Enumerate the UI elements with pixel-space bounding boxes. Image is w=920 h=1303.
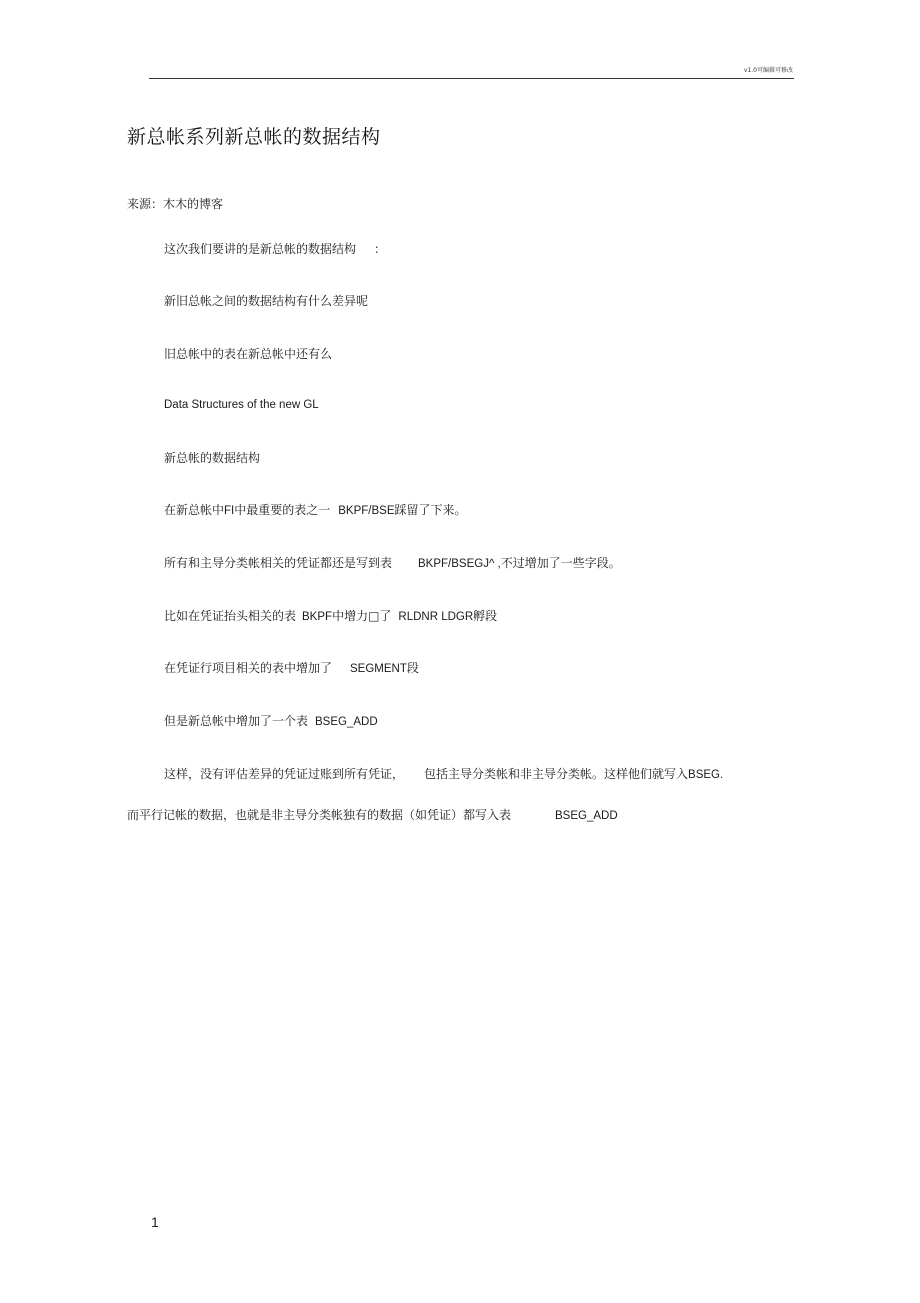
paragraph-6-part-c: 中最重要的表之一	[234, 503, 331, 517]
paragraph-5	[164, 449, 260, 466]
paragraph-6-part-d: BKPF/BSE	[338, 505, 395, 517]
paragraph-2	[164, 292, 368, 309]
paragraph-5-text: 新总帐的数据结构	[164, 451, 261, 465]
paragraph-4	[164, 397, 319, 411]
paragraph-2-text: 新旧总帐之间的数据结构有什么差异呢	[164, 294, 369, 308]
paragraph-8-part-a: 比如在凭证抬头相关的表	[164, 609, 297, 623]
paragraph-6	[164, 501, 467, 518]
header-divider	[149, 78, 794, 79]
paragraph-1-text: 这次我们要讲的是新总帐的数据结构	[164, 242, 357, 256]
paragraph-9-part-a: 在凭证行项目相关的表中增加了	[164, 661, 333, 675]
paragraph-3-text: 旧总帐中的表在新总帐中还有么	[164, 347, 333, 361]
paragraph-7	[164, 554, 621, 571]
paragraph-10-part-b: BSEG_ADD	[315, 716, 378, 728]
paragraph-7-part-b: BKPF/BSEGJ^ ,	[418, 558, 501, 570]
paragraph-7-part-c: 不过增加了一些字段。	[500, 556, 621, 570]
paragraph-8-part-e: 孵段	[473, 609, 498, 623]
paragraph-11-part-a: 这样，没有评估差异的凭证过账到所有凭证，	[164, 767, 405, 781]
paragraph-8-part-c: 中增力□了	[332, 609, 392, 623]
header-version-note: v1.0可编辑可修改	[743, 67, 793, 74]
paragraph-9-part-b: SEGMENT	[350, 663, 407, 675]
page-number: 1	[151, 1214, 159, 1230]
paragraph-6-part-a: 在新总帐中	[164, 503, 225, 517]
paragraph-1	[164, 240, 386, 257]
paragraph-12	[127, 806, 618, 823]
paragraph-1-colon: ：	[374, 242, 387, 256]
paragraph-8-part-b: BKPF	[302, 611, 333, 623]
paragraph-11-part-b: 包括主导分类帐和非主导分类帐。这样他们就写入	[424, 767, 689, 781]
document-title: 新总帐系列新总帐的数据结构	[127, 126, 381, 148]
paragraph-3	[164, 345, 332, 362]
paragraph-10-part-a: 但是新总帐中增加了一个表	[164, 714, 309, 728]
paragraph-12-part-b: BSEG_ADD	[555, 810, 618, 822]
paragraph-12-part-a: 而平行记帐的数据，也就是非主导分类帐独有的数据（如凭证）都写入表	[127, 808, 512, 822]
paragraph-11	[164, 765, 723, 782]
paragraph-10	[164, 712, 378, 729]
paragraph-11-part-c: BSEG.	[688, 769, 724, 781]
paragraph-6-part-e: 踩留了下来。	[394, 503, 467, 517]
paragraph-7-part-a: 所有和主导分类帐相关的凭证都还是写到表	[164, 556, 393, 570]
paragraph-8-part-d: RLDNR LDGR	[398, 611, 474, 623]
paragraph-8	[164, 607, 497, 624]
paragraph-9	[164, 659, 419, 676]
paragraph-9-part-c: 段	[406, 661, 419, 675]
document-source: 来源：木木的博客	[127, 197, 224, 211]
paragraph-4-text: Data Structures of the new GL	[164, 399, 319, 411]
paragraph-6-part-b: FI	[224, 505, 235, 517]
